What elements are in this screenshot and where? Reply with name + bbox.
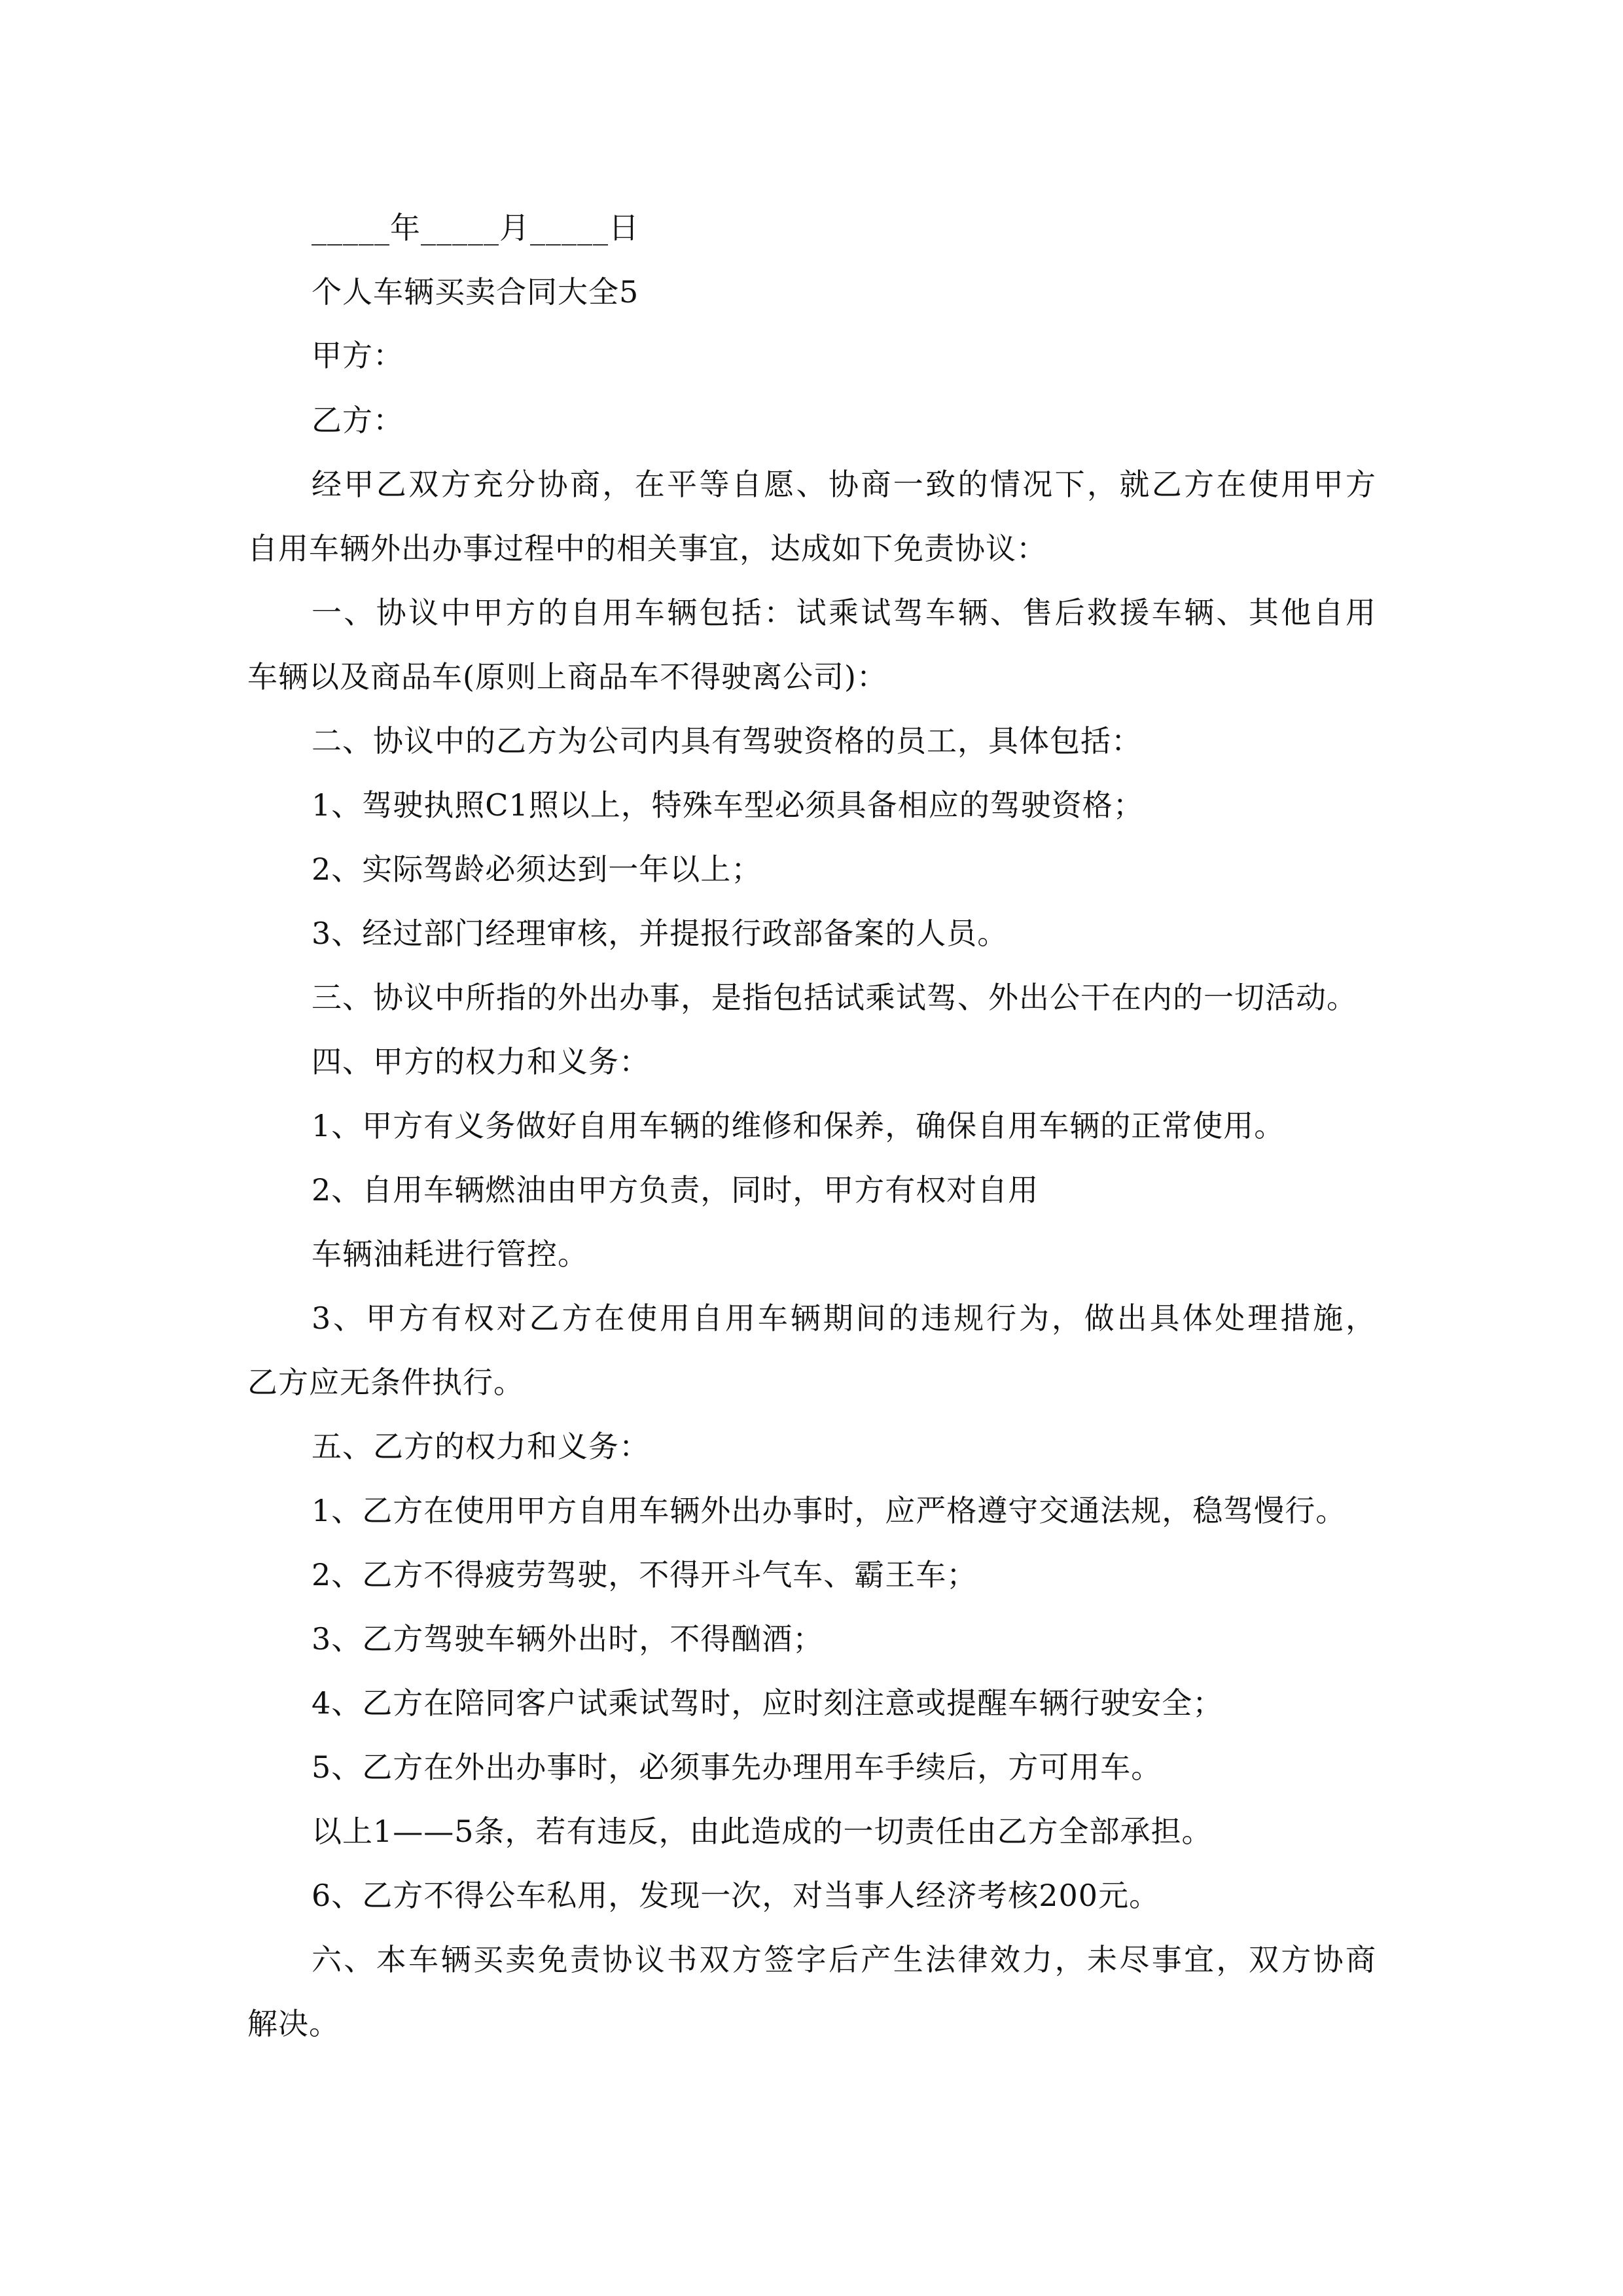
section-5-item-1: 1、乙方在使用甲方自用车辆外出办事时，应严格遵守交通法规，稳驾慢行。 xyxy=(312,1493,1347,1528)
section-2-heading: 二、协议中的乙方为公司内具有驾驶资格的员工，具体包括： xyxy=(312,723,1142,759)
section-1-line-2: 车辆以及商品车(原则上商品车不得驶离公司)： xyxy=(247,659,887,694)
section-4-item-2-line-1: 2、自用车辆燃油由甲方负责，同时，甲方有权对自用 xyxy=(312,1172,1039,1208)
section-5-item-5: 5、乙方在外出办事时，必须事先办理用车手续后，方可用车。 xyxy=(312,1749,1162,1785)
section-5-item-6: 6、乙方不得公车私用，发现一次，对当事人经济考核200元。 xyxy=(312,1878,1160,1913)
section-5-item-4: 4、乙方在陪同客户试乘试驾时，应时刻注意或提醒车辆行驶安全； xyxy=(312,1685,1224,1721)
section-5-heading: 五、乙方的权力和义务： xyxy=(312,1429,650,1464)
section-5-item-3: 3、乙方驾驶车辆外出时，不得酗酒； xyxy=(312,1621,824,1657)
document-title: 个人车辆买卖合同大全5 xyxy=(312,274,639,310)
section-2-item-1: 1、驾驶执照C1照以上，特殊车型必须具备相应的驾驶资格； xyxy=(312,787,1144,823)
section-2-item-2: 2、实际驾龄必须达到一年以上； xyxy=(312,852,762,887)
section-4-heading: 四、甲方的权力和义务： xyxy=(312,1044,650,1079)
date-line: _____年_____月_____日 xyxy=(312,210,639,245)
party-b-label: 乙方： xyxy=(312,403,404,438)
section-3-paragraph: 三、协议中所指的外出办事，是指包括试乘试驾、外出公干在内的一切活动。 xyxy=(312,980,1357,1015)
section-6-line-1: 六、本车辆买卖免责协议书双方签字后产生法律效力，未尽事宜，双方协商 xyxy=(312,1942,1376,1977)
section-1-line-1: 一、协议中甲方的自用车辆包括：试乘试驾车辆、售后救援车辆、其他自用 xyxy=(312,595,1376,630)
section-6-line-2: 解决。 xyxy=(247,2006,340,2041)
intro-paragraph-line-1: 经甲乙双方充分协商，在平等自愿、协商一致的情况下，就乙方在使用甲方 xyxy=(312,467,1376,502)
section-2-item-3: 3、经过部门经理审核，并提报行政部备案的人员。 xyxy=(312,916,1008,951)
section-4-item-3-line-2: 乙方应无条件执行。 xyxy=(247,1365,524,1400)
party-a-label: 甲方： xyxy=(312,338,404,373)
intro-paragraph-line-2: 自用车辆外出办事过程中的相关事宜，达成如下免责协议： xyxy=(247,531,1047,566)
section-5-note: 以上1——5条，若有违反，由此造成的一切责任由乙方全部承担。 xyxy=(312,1814,1213,1849)
section-5-item-2: 2、乙方不得疲劳驾驶，不得开斗气车、霸王车； xyxy=(312,1557,978,1592)
section-4-item-2-line-2: 车辆油耗进行管控。 xyxy=(312,1236,588,1272)
section-4-item-1: 1、甲方有义务做好自用车辆的维修和保养，确保自用车辆的正常使用。 xyxy=(312,1108,1285,1143)
section-4-item-3-line-1: 3、甲方有权对乙方在使用自用车辆期间的违规行为，做出具体处理措施， xyxy=(312,1300,1376,1336)
